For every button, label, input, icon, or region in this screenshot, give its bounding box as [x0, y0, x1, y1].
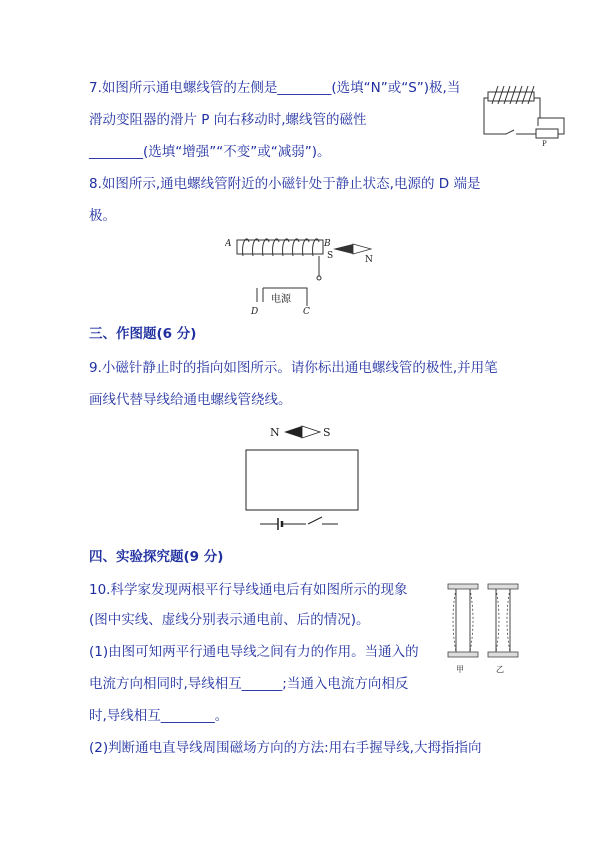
label-yi: 乙: [496, 665, 504, 674]
label-n: N: [365, 255, 373, 265]
wire-left: [484, 98, 506, 134]
q9-line-2: 画线代替导线给通电螺线管绕线。: [89, 392, 292, 408]
q8-solenoid-figure: [225, 232, 385, 317]
rheostat: [536, 129, 558, 138]
q10-line-6: (2)判断通电直导线周围磁场方向的方法:用右手握导线,大拇指指向: [89, 740, 482, 756]
solenoid-frame: [246, 450, 358, 510]
q9-circuit-figure: [240, 420, 365, 532]
q8-line-1: 8.如图所示,通电螺线管附近的小磁针处于静止状态,电源的 D 端是: [89, 176, 481, 192]
label-n: N: [270, 426, 280, 439]
label-s: S: [327, 251, 334, 261]
figure-right: [488, 584, 518, 674]
q7-line-1: 7.如图所示通电螺线管的左侧是________(选填“N”或“S”)极,当: [89, 80, 461, 96]
battery-label: 电源: [271, 294, 291, 305]
q10-line-1: 10.科学家发现两根平行导线通电后有如图所示的现象: [89, 582, 408, 598]
switch: [506, 130, 514, 134]
q10-line-5: 时,导线相互________。: [89, 708, 229, 724]
compass-needle-s: [302, 426, 320, 438]
q7-line-2: 滑动变阻器的滑片 P 向右移动时,螺线管的磁性: [89, 112, 367, 128]
label-c: C: [303, 307, 310, 317]
q7-line-3: ________(选填“增强”“不变”或“减弱”)。: [89, 144, 331, 160]
q10-parallel-wires-figure: [446, 574, 526, 678]
label-d: D: [251, 307, 259, 317]
label-s: S: [323, 426, 331, 439]
q10-line-2: (图中实线、虚线分别表示通电前、后的情况)。: [89, 612, 370, 628]
q10-line-3: (1)由图可知两平行通电导线之间有力的作用。当通入的: [89, 644, 419, 660]
q7-solenoid-figure: [478, 78, 568, 148]
compass-needle-n: [353, 244, 371, 254]
switch: [308, 517, 322, 524]
q10-line-4: 电流方向相同时,导线相互______;当通入电流方向相反: [89, 676, 409, 692]
label-a: A: [225, 239, 232, 249]
label-b: B: [324, 239, 331, 249]
solenoid-core: [237, 240, 323, 254]
label-jia: 甲: [456, 665, 464, 674]
compass-needle-s: [333, 244, 353, 254]
compass-needle-n: [284, 426, 302, 438]
section-4-title: 四、实验探究题(9 分): [89, 549, 224, 565]
solenoid-coils: [243, 239, 319, 256]
section-3-title: 三、作图题(6 分): [89, 326, 197, 342]
q9-line-1: 9.小磁针静止时的指向如图所示。请你标出通电螺线管的极性,并用笔: [89, 360, 498, 376]
label-p: P: [542, 140, 547, 148]
q8-line-2: 极。: [89, 208, 116, 224]
figure-left: [448, 584, 478, 674]
